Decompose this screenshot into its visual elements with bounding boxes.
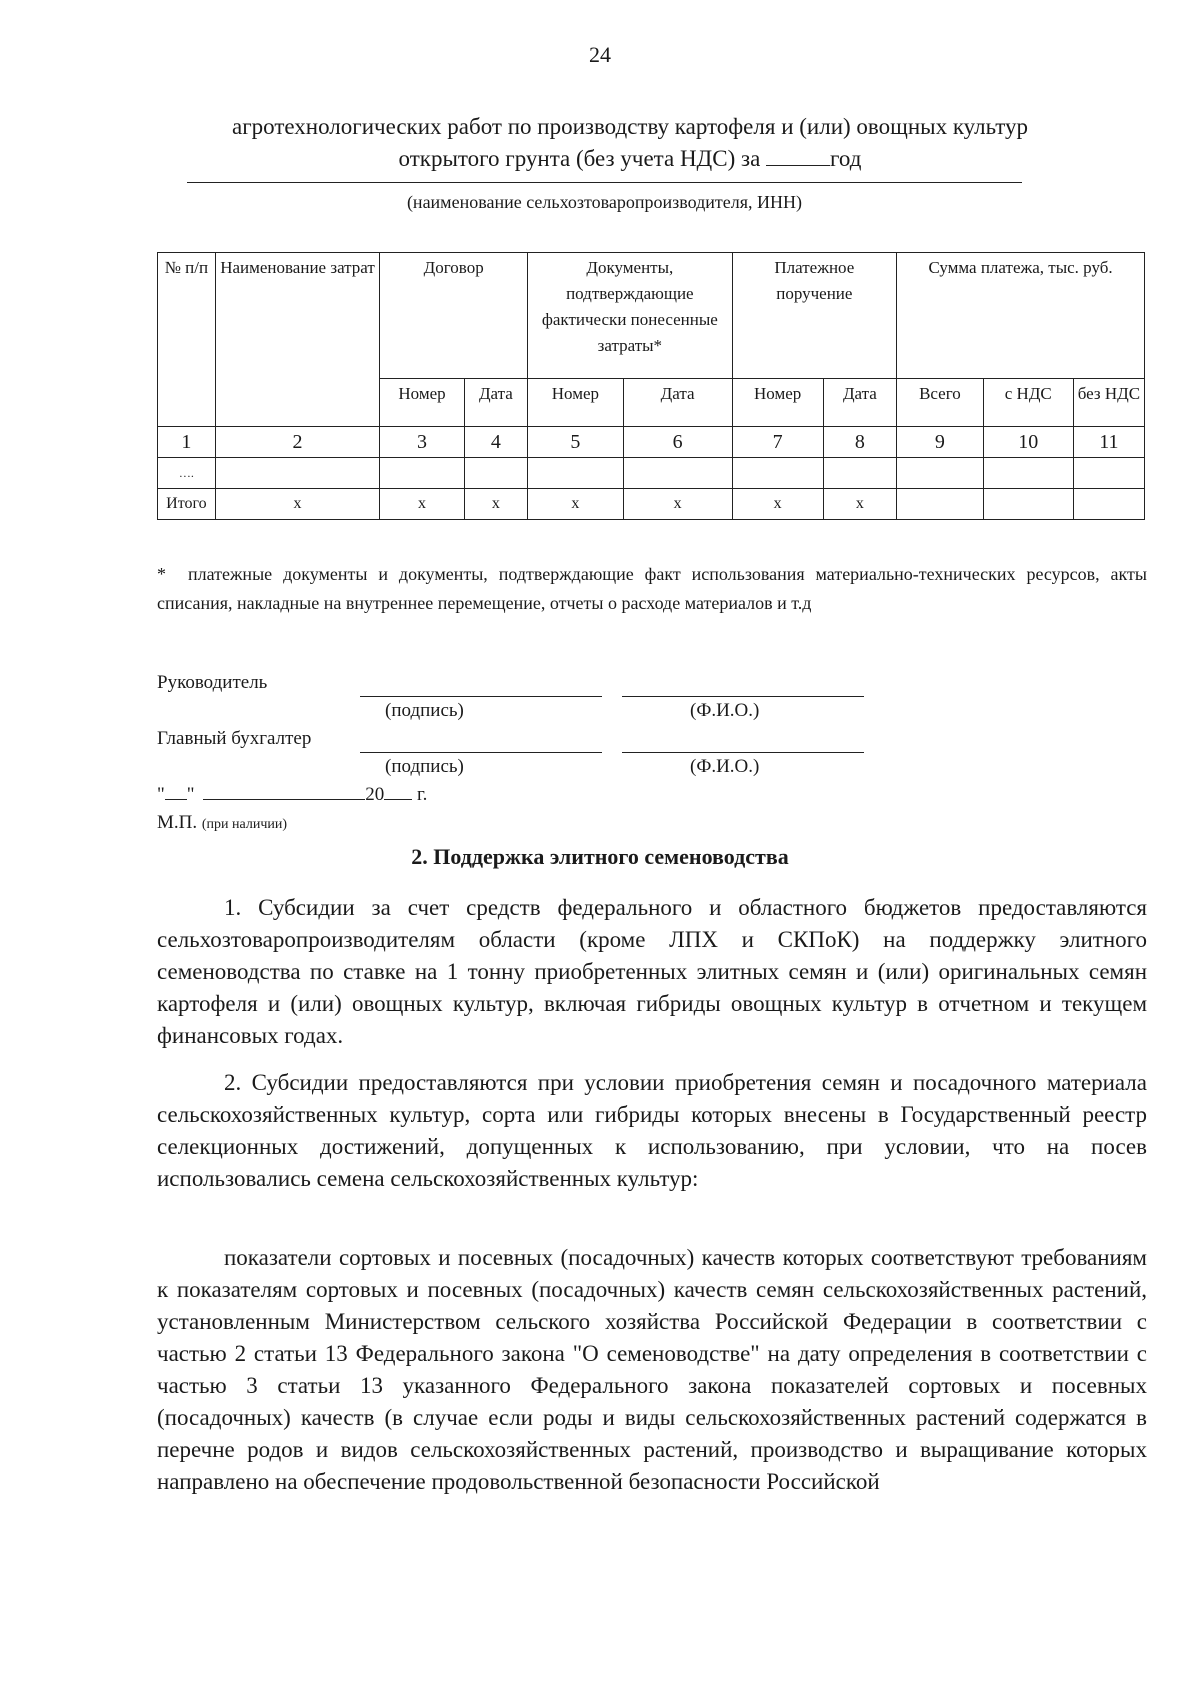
head-signature-caption: (подпись) (385, 700, 464, 721)
stamp-label: М.П. (157, 812, 198, 833)
accountant-signature-line[interactable] (360, 752, 602, 753)
accountant-fio-line[interactable] (622, 752, 864, 753)
empty-cell[interactable] (380, 458, 464, 489)
header-payment-order: Платежное поручение (732, 253, 896, 379)
form-title-prefix: открытого грунта (без учета НДС) за (398, 146, 767, 171)
empty-cell[interactable] (464, 458, 527, 489)
total-row-value[interactable] (1073, 489, 1144, 520)
total-row-value[interactable] (897, 489, 984, 520)
column-number-cell: 4 (464, 427, 527, 458)
date-year-suffix: г. (417, 784, 428, 805)
subheader-date: Дата (823, 379, 896, 427)
org-name-caption: (наименование сельхозтоваропроизводителя, ИНН) (406, 192, 803, 212)
year-blank-field[interactable] (766, 165, 830, 166)
subheader-date: Дата (464, 379, 527, 427)
column-number-cell: 5 (528, 427, 624, 458)
footnote-text: платежные документы и документы, подтверждающие факт использования материально-технических ресурсов, акты списания, накладные на внутреннее перемещение, отчеты о расходе материалов и т.д (157, 564, 1147, 613)
column-number-cell: 2 (215, 427, 379, 458)
empty-cell[interactable] (1073, 458, 1144, 489)
empty-cell[interactable] (983, 458, 1073, 489)
column-number-cell: 9 (897, 427, 984, 458)
stamp-note: (при наличии) (201, 817, 288, 832)
header-number: № п/п (158, 253, 216, 427)
subheader-date: Дата (623, 379, 732, 427)
column-number-cell: 11 (1073, 427, 1144, 458)
subheader-number: Номер (528, 379, 624, 427)
date-year-prefix: 20 (365, 784, 385, 805)
header-documents: Документы, подтверждающие фактически понесенные затраты* (528, 253, 733, 379)
footnote (157, 560, 1147, 618)
subheader-with-vat: с НДС (983, 379, 1073, 427)
total-row-label: Итого (158, 489, 216, 520)
column-number-cell: 6 (623, 427, 732, 458)
paragraph-2: 2. Субсидии предоставляются при условии приобретения семян и посадочного материала сельскохозяйственных культур, сорта или гибриды которых внесены в Государственный реестр селекционных достижений, допущенных к использованию, при условии, что на посев использовались семена сельскохозяйственных культур: (157, 1070, 1147, 1191)
head-fio-caption: (Ф.И.О.) (690, 700, 760, 721)
total-row-mark: x (380, 489, 464, 520)
empty-cell[interactable] (528, 458, 624, 489)
header-cost-name: Наименование затрат (215, 253, 379, 427)
head-fio-line[interactable] (622, 696, 864, 697)
payments-table (157, 252, 1145, 520)
ellipsis-cell: …. (158, 458, 216, 489)
form-title-suffix: год (830, 146, 862, 171)
total-row-mark: x (464, 489, 527, 520)
date-year-field[interactable] (384, 799, 412, 800)
date-quote-close: " (186, 784, 195, 805)
subheader-total: Всего (897, 379, 984, 427)
header-payment-sum: Сумма платежа, тыс. руб. (897, 253, 1145, 379)
subheader-number: Номер (732, 379, 823, 427)
total-row-value[interactable] (983, 489, 1073, 520)
date-month-field[interactable] (203, 799, 365, 800)
empty-cell[interactable] (623, 458, 732, 489)
accountant-fio-caption: (Ф.И.О.) (690, 756, 760, 777)
total-row-mark: x (732, 489, 823, 520)
subheader-number: Номер (380, 379, 464, 427)
section-heading: 2. Поддержка элитного семеноводства (411, 844, 789, 869)
empty-cell[interactable] (823, 458, 896, 489)
date-day-field[interactable] (165, 799, 187, 800)
subheader-without-vat: без НДС (1073, 379, 1144, 427)
stamp-line (157, 812, 287, 834)
footnote-star: * (157, 564, 166, 584)
column-number-cell: 1 (158, 427, 216, 458)
total-row-mark: x (623, 489, 732, 520)
empty-cell[interactable] (897, 458, 984, 489)
column-number-cell: 3 (380, 427, 464, 458)
accountant-label: Главный бухгалтер (157, 728, 312, 749)
column-number-cell: 8 (823, 427, 896, 458)
header-contract: Договор (380, 253, 528, 379)
org-name-line[interactable] (187, 182, 1022, 183)
column-number-cell: 10 (983, 427, 1073, 458)
paragraph-3: показатели сортовых и посевных (посадочных) качеств которых соответствуют требованиям к показателям сортовых и посевных (посадочных) качеств семян сельскохозяйственных растений, установленным Министерством сельского хозяйства Российской Федерации в соответствии с частью 2 статьи 13 Федерального закона "О семеноводстве" на дату определения в соответствии с частью 3 статьи 13 указанного Федерального закона показателей сортовых и посевных (посадочных) качеств (в случае если роды и виды сельскохозяйственных растений содержатся в перечне родов и видов сельскохозяйственных растений, производство и выращивание которых направлено на обеспечение продовольственной безопасности Российской (157, 1245, 1147, 1494)
total-row-mark: x (528, 489, 624, 520)
accountant-signature-caption: (подпись) (385, 756, 464, 777)
empty-cell[interactable] (215, 458, 379, 489)
total-row-mark: x (823, 489, 896, 520)
page-number: 24 (589, 42, 611, 67)
date-quote-open: " (157, 784, 165, 805)
date-line (157, 784, 427, 806)
head-label: Руководитель (157, 672, 268, 693)
column-number-cell: 7 (732, 427, 823, 458)
total-row-mark: x (215, 489, 379, 520)
form-title-line1: агротехнологических работ по производству картофеля и (или) овощных культур (231, 114, 1029, 139)
paragraph-1: 1. Субсидии за счет средств федерального и областного бюджетов предоставляются сельхозтоваропроизводителям области (кроме ЛПХ и СКПоК) на поддержку элитного семеноводства по ставке на 1 тонну приобретенных элитных семян и (или) оригинальных семян картофеля и (или) овощных культур, включая гибриды овощных культур в отчетном и текущем финансовых годах. (157, 895, 1147, 1048)
empty-cell[interactable] (732, 458, 823, 489)
form-title-line2 (140, 146, 1120, 172)
head-signature-line[interactable] (360, 696, 602, 697)
